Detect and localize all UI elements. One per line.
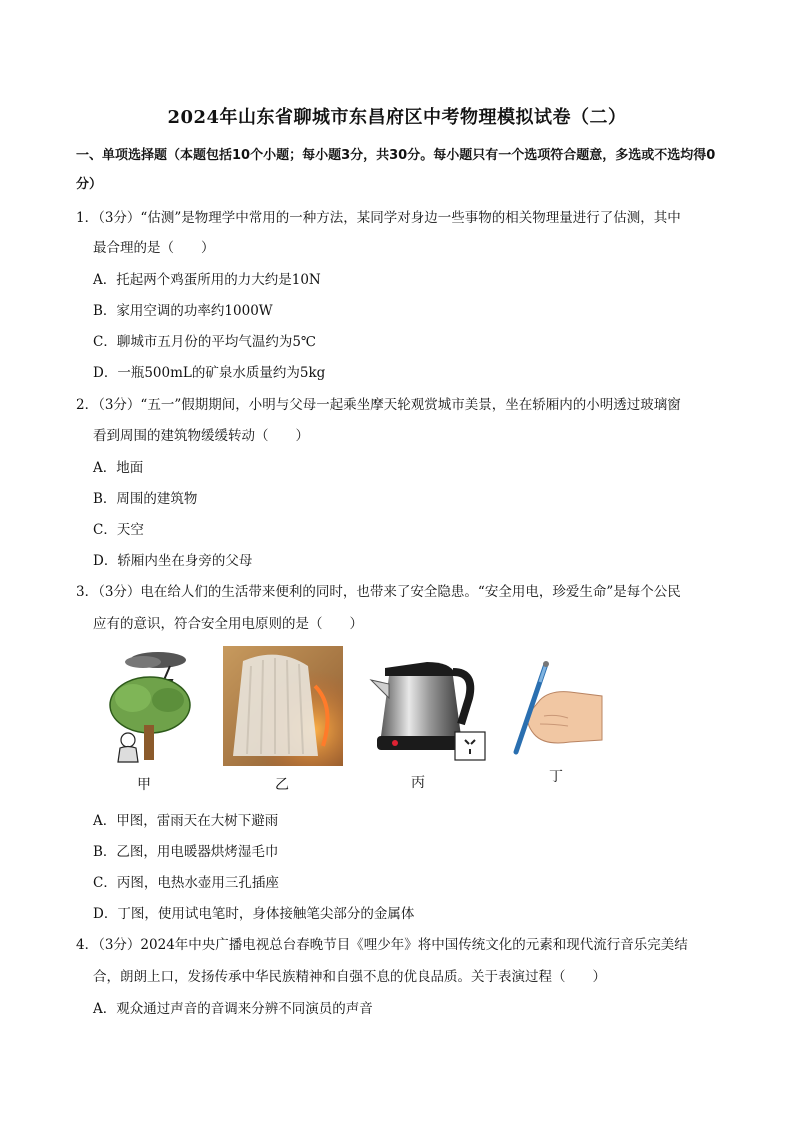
question-3-option-c: C．丙图，电热水壶用三孔插座: [93, 875, 279, 891]
kettle-base: [377, 736, 465, 750]
figure-label-ding: 丁: [549, 769, 563, 785]
question-2-stem-cont: 看到周围的建筑物缓缓转动（ ）: [93, 428, 309, 444]
question-2-option-b: B．周围的建筑物: [93, 491, 198, 507]
question-4-stem: 4．（3分）2024年中央广播电视总台春晚节目《哩少年》将中国传统文化的元素和现代流行音乐完美结: [76, 937, 688, 953]
test-pen-figure: [510, 660, 606, 758]
question-1-stem-cont: 最合理的是（ ）: [93, 240, 215, 256]
kettle-figure: [363, 654, 503, 764]
section-heading: 一、单项选择题（本题包括10个小题；每小题3分，共30分。每小题只有一个选项符合题意，多选或不选均得0分）: [76, 148, 716, 192]
tree-lightning-figure: [98, 650, 210, 765]
heater-towel-figure: [223, 646, 343, 766]
person-head: [121, 733, 135, 747]
question-4-stem-cont: 合，朗朗上口，发扬传承中华民族精神和自强不息的优良品质。关于表演过程（ ）: [93, 969, 606, 985]
question-1-option-c: C．聊城市五月份的平均气温约为5℃: [93, 334, 317, 350]
question-2-stem: 2．（3分）“五一”假期期间，小明与父母一起乘坐摩天轮观赏城市美景，坐在轿厢内的小明透过玻璃窗: [76, 397, 681, 413]
question-3-stem-cont: 应有的意识，符合安全用电原则的是（ ）: [93, 616, 363, 632]
question-3-option-a: A．甲图，雷雨天在大树下避雨: [93, 813, 279, 829]
question-1-option-a: A．托起两个鸡蛋所用的力大约是10N: [93, 272, 321, 288]
question-3-option-b: B．乙图，用电暖器烘烤湿毛巾: [93, 844, 279, 860]
question-2-option-a: A．地面: [93, 460, 144, 476]
kettle-body: [381, 676, 461, 736]
three-pin-outlet-icon: [455, 732, 485, 760]
question-4-option-a: A．观众通过声音的音调来分辨不同演员的声音: [93, 1001, 373, 1017]
page-title: 2024年山东省聊城市东昌府区中考物理模拟试卷（二）: [167, 107, 627, 128]
kettle-lid: [385, 662, 455, 676]
question-3-stem: 3．（3分）电在给人们的生活带来便利的同时，也带来了安全隐患。“安全用电，珍爱生命”是每个公民: [76, 584, 681, 600]
question-2-option-d: D．轿厢内坐在身旁的父母: [93, 553, 253, 569]
tree-trunk: [144, 725, 154, 760]
figure-label-bing: 丙: [411, 775, 425, 791]
question-1-stem: 1．（3分）“估测”是物理学中常用的一种方法，某同学对身边一些事物的相关物理量进行了估测，其中: [76, 210, 681, 226]
figure-label-yi: 乙: [275, 777, 289, 793]
question-2-option-c: C．天空: [93, 522, 144, 538]
question-1-option-d: D．一瓶500mL的矿泉水质量约为5kg: [93, 365, 326, 381]
figure-label-jia: 甲: [137, 777, 151, 793]
question-1-option-b: B．家用空调的功率约1000W: [93, 303, 273, 319]
question-3-option-d: D．丁图，使用试电笔时，身体接触笔尖部分的金属体: [93, 906, 415, 922]
